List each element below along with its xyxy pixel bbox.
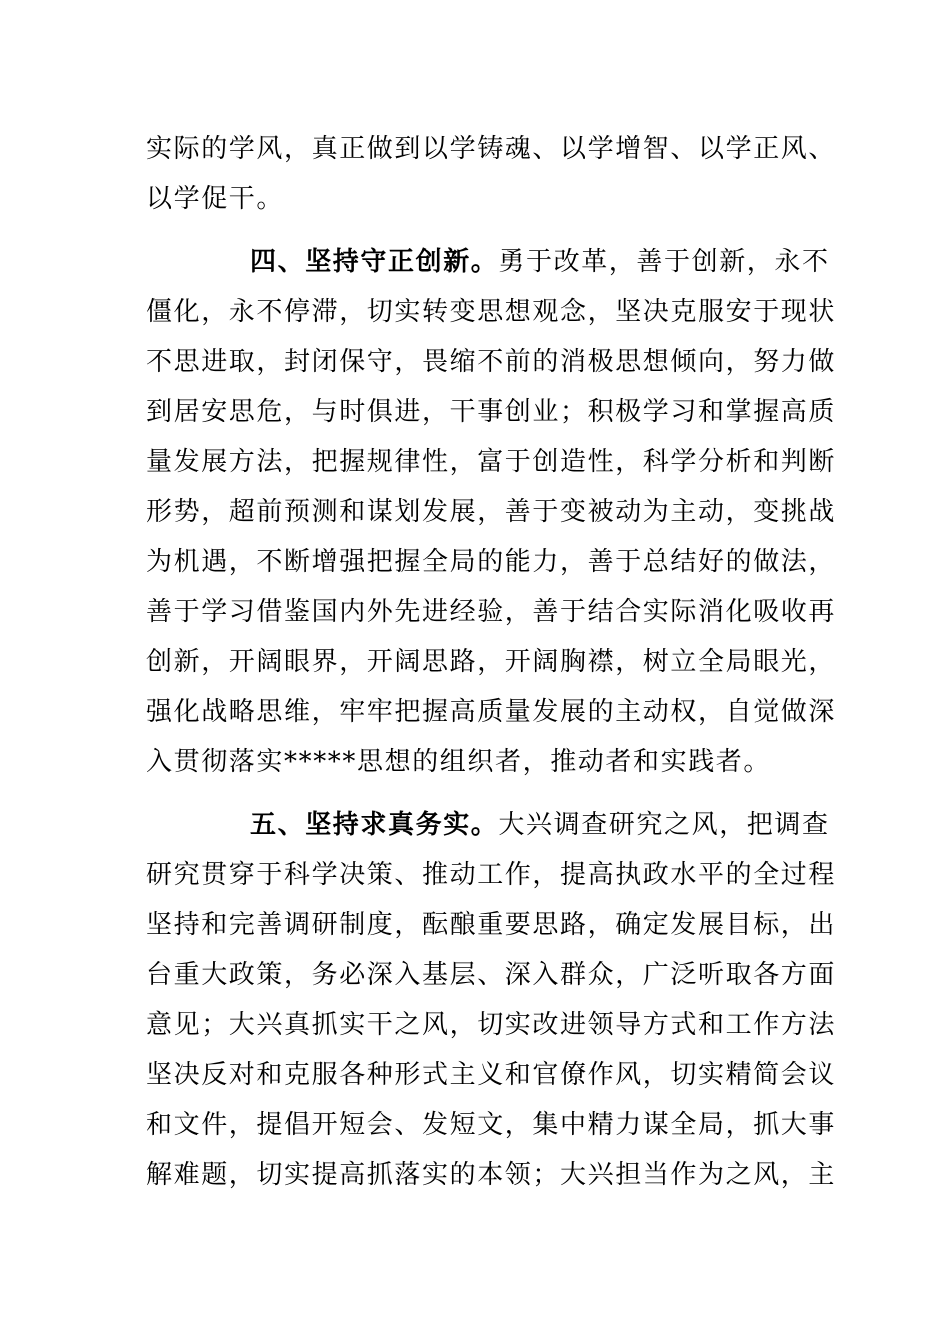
text-line: 坚决反对和克服各种形式主义和官僚作风，切实精简会议	[146, 1060, 837, 1090]
paragraph-first-line	[250, 800, 830, 850]
section-heading-four: 四、坚持守正创新。	[250, 247, 499, 277]
text-line: 创新，开阔眼界，开阔思路，开阔胸襟，树立全局眼光，	[146, 647, 837, 677]
text-line: 善于学习借鉴国内外先进经验，善于结合实际消化吸收再	[146, 597, 837, 627]
text-line: 台重大政策，务必深入基层、深入群众，广泛听取各方面	[146, 960, 837, 990]
text-run: 大兴调查研究之风，把调查	[498, 810, 830, 840]
text-line: 僵化，永不停滞，切实转变思想观念，坚决克服安于现状	[146, 297, 837, 327]
text-line: 实际的学风，真正做到以学铸魂、以学增智、以学正风、	[146, 134, 837, 164]
text-line: 解难题，切实提高抓落实的本领；大兴担当作为之风，主	[146, 1160, 837, 1190]
text-line: 以学促干。	[146, 184, 285, 214]
text-line: 坚持和完善调研制度，酝酿重要思路，确定发展目标，出	[146, 910, 837, 940]
text-line: 入贯彻落实*****思想的组织者，推动者和实践者。	[146, 747, 772, 777]
text-line: 量发展方法，把握规律性，富于创造性，科学分析和判断	[146, 447, 837, 477]
text-line: 强化战略思维，牢牢把握高质量发展的主动权，自觉做深	[146, 697, 837, 727]
text-line: 研究贯穿于科学决策、推动工作，提高执政水平的全过程	[146, 860, 837, 890]
text-line: 为机遇，不断增强把握全局的能力，善于总结好的做法，	[146, 547, 837, 577]
text-line: 不思进取，封闭保守，畏缩不前的消极思想倾向，努力做	[146, 347, 837, 377]
text-line: 形势，超前预测和谋划发展，善于变被动为主动，变挑战	[146, 497, 837, 527]
paragraph-first-line	[250, 237, 830, 287]
text-run: 勇于改革，善于创新，永不	[498, 247, 830, 277]
text-line: 意见；大兴真抓实干之风，切实改进领导方式和工作方法	[146, 1010, 837, 1040]
section-heading-five: 五、坚持求真务实。	[250, 810, 499, 840]
text-line: 到居安思危，与时俱进，干事创业；积极学习和掌握高质	[146, 397, 837, 427]
text-line: 和文件，提倡开短会、发短文，集中精力谋全局，抓大事	[146, 1110, 837, 1140]
